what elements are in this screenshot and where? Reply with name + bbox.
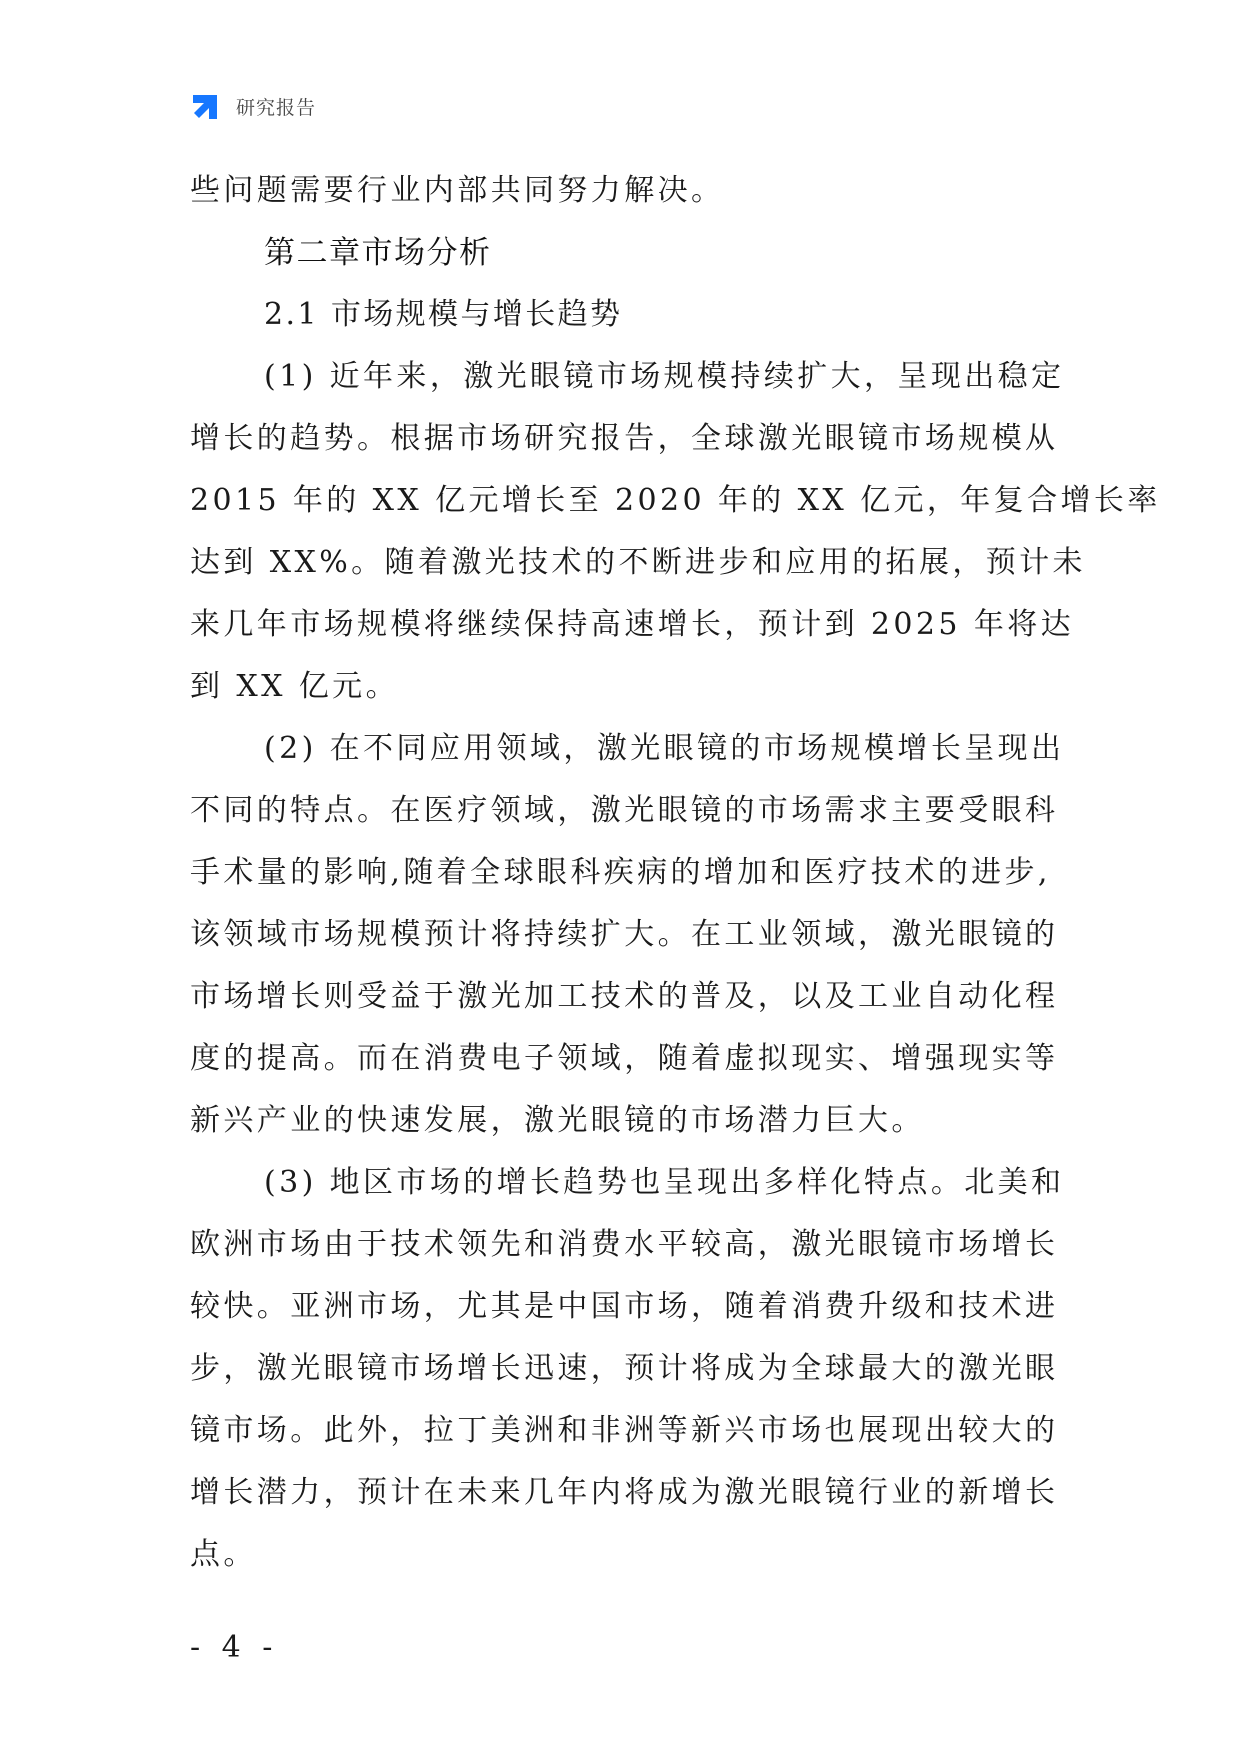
text-line: 来几年市场规模将继续保持高速增长，预计到 2025 年将达 <box>190 607 1075 642</box>
text-line: 些问题需要行业内部共同努力解决。 <box>190 173 725 208</box>
text-line: (2) 在不同应用领域，激光眼镜的市场规模增长呈现出 <box>264 731 1065 766</box>
text-line: 达到 XX%。随着激光技术的不断进步和应用的拓展，预计未 <box>190 545 1086 580</box>
text-line: (1) 近年来，激光眼镜市场规模持续扩大，呈现出稳定 <box>264 359 1065 394</box>
text-line: 2015 年的 XX 亿元增长至 2020 年的 XX 亿元，年复合增长率 <box>190 483 1161 518</box>
text-line: 增长潜力，预计在未来几年内将成为激光眼镜行业的新增长 <box>190 1475 1059 1510</box>
text-line: 镜市场。此外，拉丁美洲和非洲等新兴市场也展现出较大的 <box>190 1413 1059 1448</box>
text-line: 步，激光眼镜市场增长迅速，预计将成为全球最大的激光眼 <box>190 1351 1059 1386</box>
text-line: 点。 <box>190 1537 257 1572</box>
page-number: - 4 - <box>190 1630 279 1665</box>
text-line: 市场增长则受益于激光加工技术的普及，以及工业自动化程 <box>190 979 1059 1014</box>
report-header <box>190 88 316 124</box>
document-body <box>190 160 1161 1586</box>
section-heading: 2.1 市场规模与增长趋势 <box>264 297 623 332</box>
text-line: 到 XX 亿元。 <box>190 669 399 704</box>
text-line: 该领域市场规模预计将持续扩大。在工业领域，激光眼镜的 <box>190 917 1059 952</box>
text-line: 较快。亚洲市场，尤其是中国市场，随着消费升级和技术进 <box>190 1289 1059 1324</box>
text-line: 欧洲市场由于技术领先和消费水平较高，激光眼镜市场增长 <box>190 1227 1059 1262</box>
text-line: 增长的趋势。根据市场研究报告，全球激光眼镜市场规模从 <box>190 421 1059 456</box>
header-title: 研究报告 <box>236 96 317 119</box>
text-line: 度的提高。而在消费电子领域，随着虚拟现实、增强现实等 <box>190 1041 1059 1076</box>
text-line: 不同的特点。在医疗领域，激光眼镜的市场需求主要受眼科 <box>190 793 1059 828</box>
arrow-logo-icon <box>190 90 222 122</box>
text-line: 新兴产业的快速发展，激光眼镜的市场潜力巨大。 <box>190 1103 925 1138</box>
text-line: 手术量的影响,随着全球眼科疾病的增加和医疗技术的进步, <box>190 855 1051 890</box>
chapter-heading: 第二章市场分析 <box>264 235 492 271</box>
text-line: (3) 地区市场的增长趋势也呈现出多样化特点。北美和 <box>264 1165 1065 1200</box>
